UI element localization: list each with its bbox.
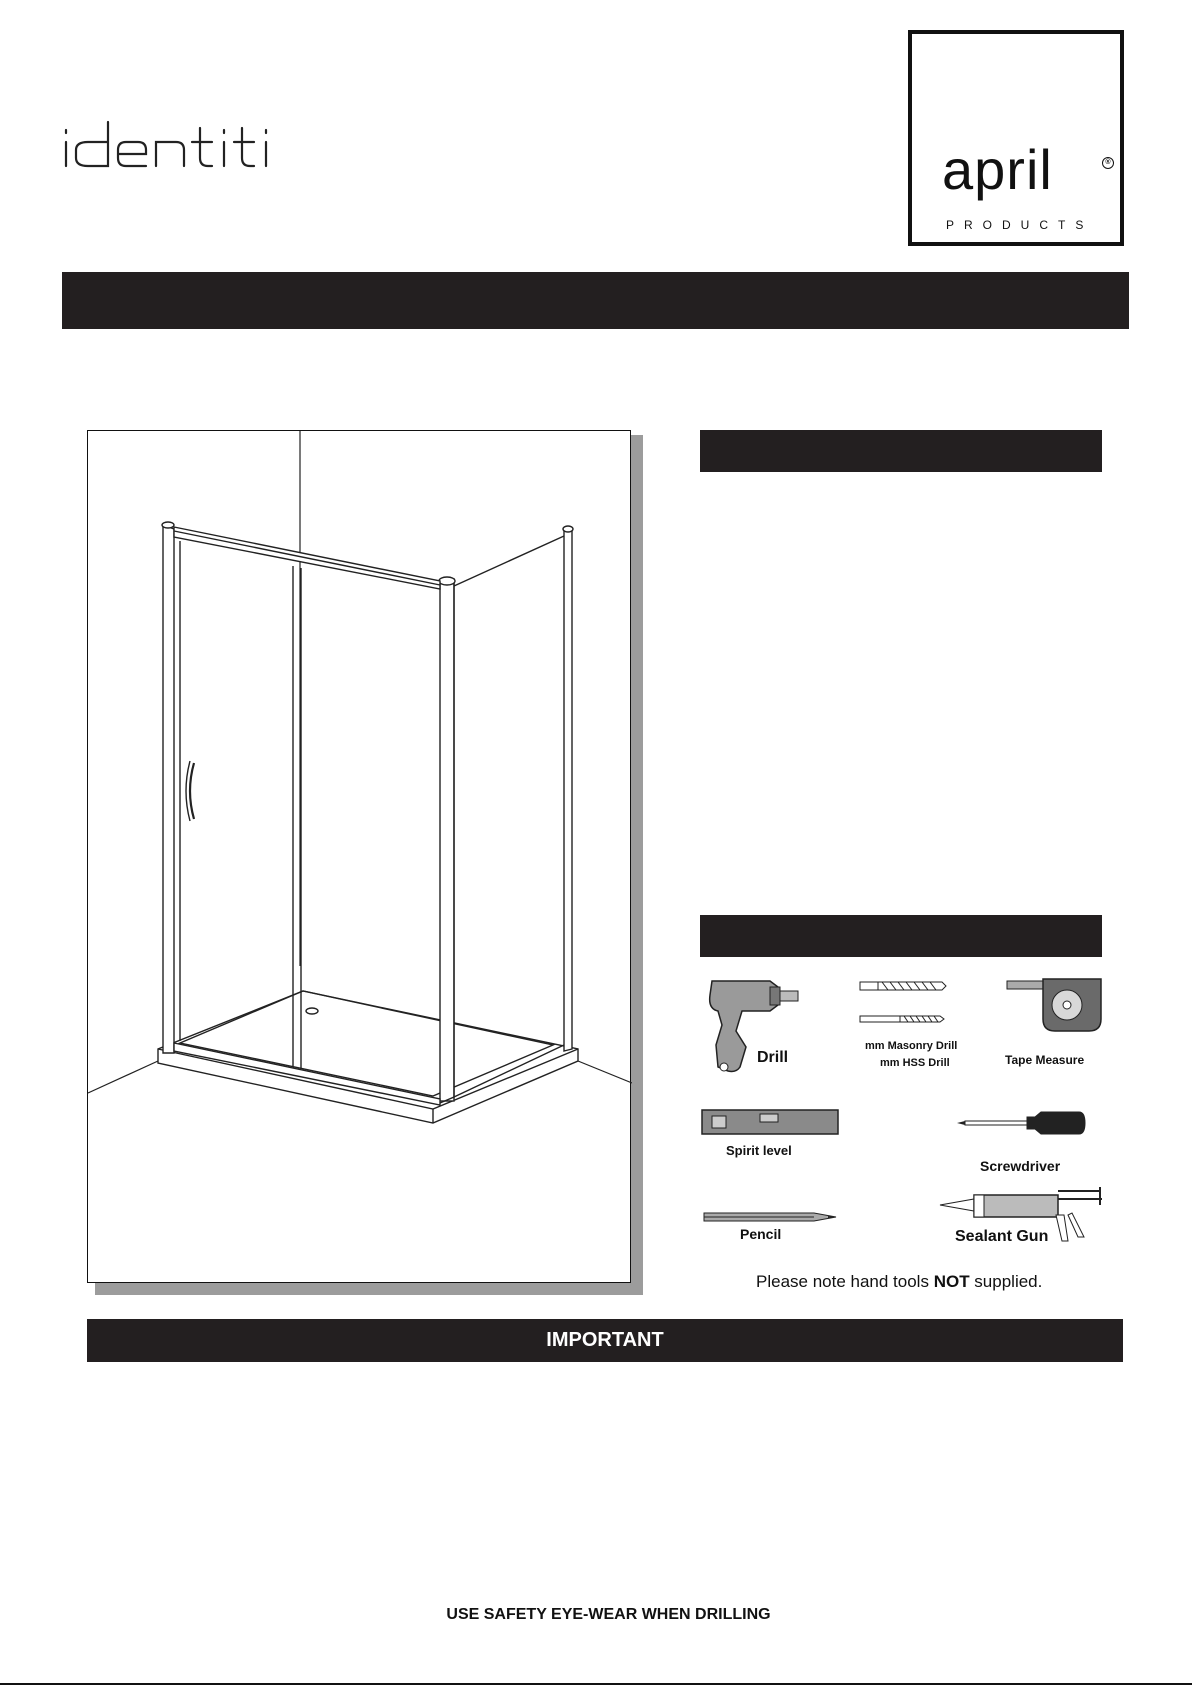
pencil-label: Pencil (740, 1226, 782, 1242)
april-wordmark: april (942, 138, 1053, 201)
masonry-drill-label: mm Masonry Drill (865, 1040, 958, 1052)
tape-measure-icon (1005, 975, 1105, 1037)
shower-enclosure-illustration (87, 430, 631, 1283)
title-bar (62, 272, 1129, 329)
april-products-logo (908, 30, 1124, 246)
identiti-logo (62, 118, 332, 174)
tools-note-prefix: Please note hand tools (756, 1272, 934, 1291)
side-panel (439, 526, 573, 1103)
spirit-level-label: Spirit level (726, 1143, 792, 1158)
shower-enclosure-drawing (88, 431, 632, 1284)
tape-measure-label: Tape Measure (1005, 1053, 1085, 1067)
drill-bits-icon (858, 978, 948, 1028)
floor-line-left (88, 1061, 158, 1093)
registered-mark: ® (1102, 157, 1114, 169)
tools-note (756, 1272, 1042, 1292)
tools-note-suffix: supplied. (969, 1272, 1043, 1291)
section-header-bar (700, 430, 1102, 472)
important-bar (87, 1319, 1123, 1362)
hss-drill-label: mm HSS Drill (880, 1057, 950, 1069)
drill-label: Drill (757, 1049, 789, 1066)
sealant-gun-label: Sealant Gun (955, 1228, 1049, 1245)
important-heading: IMPORTANT (546, 1329, 664, 1351)
screwdriver-icon (955, 1108, 1087, 1138)
tools-note-emphasis: NOT (933, 1272, 970, 1291)
tools-header-bar (700, 915, 1102, 957)
spirit-level-icon (700, 1108, 840, 1136)
safety-warning: USE SAFETY EYE-WEAR WHEN DRILLING (446, 1606, 771, 1623)
screwdriver-label: Screwdriver (980, 1158, 1061, 1174)
april-products-subtitle: PRODUCTS (946, 218, 1094, 232)
floor-line-right (578, 1061, 632, 1083)
pencil-icon (702, 1210, 838, 1224)
